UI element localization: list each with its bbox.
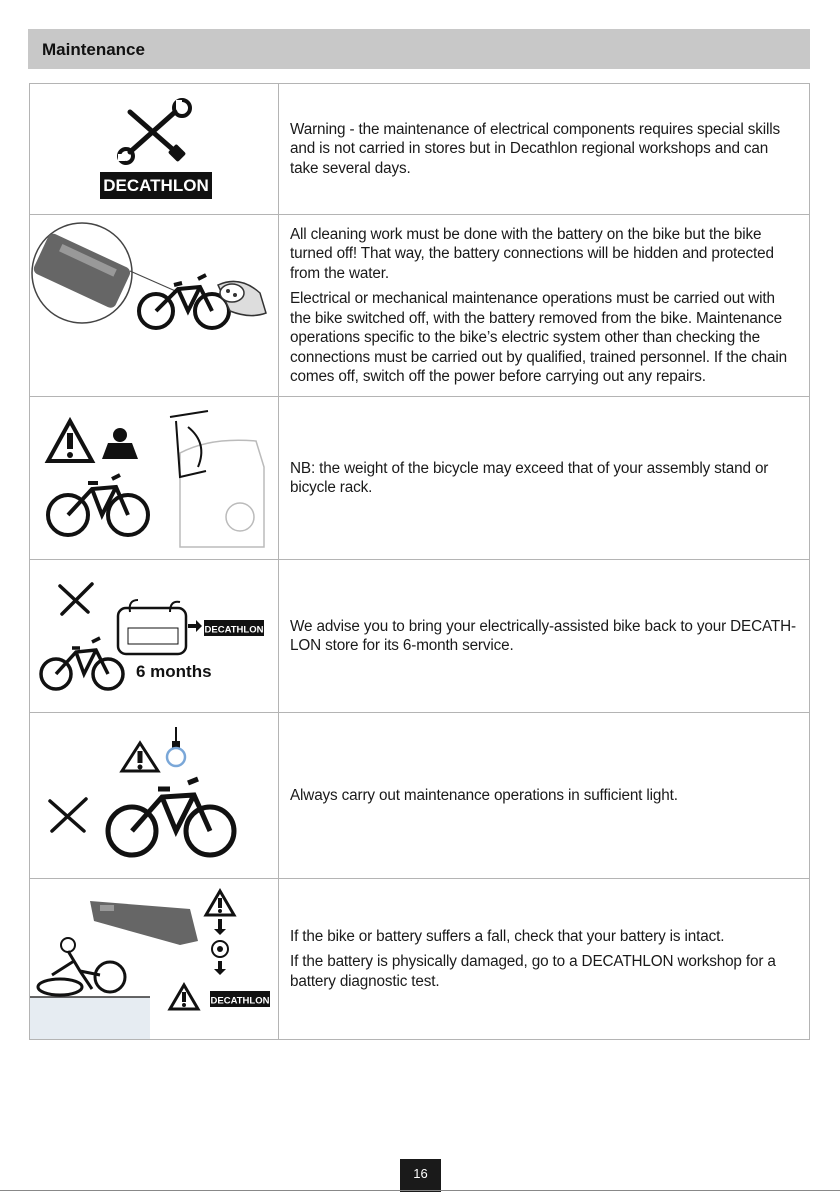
warning-icon bbox=[206, 891, 234, 935]
paragraph: NB: the weight of the bicycle may exceed that of your assembly stand or bicycle rack. bbox=[290, 459, 769, 496]
illustration-cell bbox=[30, 397, 279, 559]
paragraph: Always carry out maintenance operations in sufficient light. bbox=[290, 786, 678, 804]
bicycle-icon bbox=[41, 638, 123, 689]
paragraph: If the battery is physically damaged, go to a DECATHLON workshop for a battery diagnostic test. bbox=[290, 953, 776, 990]
paragraph: All cleaning work must be done with the battery on the bike but the bike turned off! That way, the battery connections will be hidden and protected from the water. bbox=[290, 225, 774, 282]
car-rack-icon bbox=[170, 411, 264, 547]
illustration-cell bbox=[30, 879, 279, 1039]
tools-icon bbox=[30, 84, 278, 214]
bicycle-icon bbox=[48, 475, 148, 535]
table-row bbox=[30, 84, 809, 215]
table-row bbox=[30, 215, 809, 397]
section-title: Maintenance bbox=[42, 40, 145, 59]
interval-label: 6 months bbox=[136, 662, 212, 681]
table-row bbox=[30, 397, 809, 560]
warning-icon bbox=[170, 985, 198, 1009]
bicycle-icon bbox=[108, 779, 234, 855]
table-row bbox=[30, 879, 809, 1039]
illustration-cell bbox=[30, 713, 279, 878]
arrow-icon bbox=[188, 620, 202, 632]
illustration-cell bbox=[30, 560, 279, 712]
footer-divider bbox=[0, 1190, 840, 1191]
page-number: 16 bbox=[400, 1159, 441, 1192]
light-bulb-icon bbox=[167, 727, 185, 766]
warning-icon bbox=[122, 743, 158, 771]
tools-icon bbox=[50, 799, 86, 831]
calendar-icon bbox=[118, 600, 186, 654]
paragraph: We advise you to bring your electrically-assisted bike back to your DECATH-LON store for its 6-month service. bbox=[290, 617, 796, 654]
maintenance-table bbox=[29, 83, 810, 1040]
weight-icon bbox=[102, 428, 138, 459]
text-cell bbox=[279, 713, 809, 878]
decathlon-logo: DECATHLON bbox=[210, 995, 270, 1007]
bicycle-icon bbox=[139, 275, 229, 328]
warning-icon bbox=[48, 421, 92, 461]
eye-icon bbox=[212, 941, 228, 975]
text-cell bbox=[279, 84, 809, 214]
sponge-icon bbox=[218, 281, 266, 315]
text-cell bbox=[279, 879, 809, 1039]
text-cell bbox=[279, 397, 809, 559]
illustration-cell bbox=[30, 215, 279, 396]
illustration-cell bbox=[30, 84, 279, 214]
section-header bbox=[28, 29, 810, 69]
table-row bbox=[30, 713, 809, 879]
text-cell bbox=[279, 215, 809, 396]
decathlon-logo: DECATHLON bbox=[204, 624, 264, 636]
table-row bbox=[30, 560, 809, 713]
battery-icon bbox=[90, 901, 198, 945]
text-cell bbox=[279, 560, 809, 712]
tools-icon bbox=[60, 584, 92, 614]
paragraph: Warning - the maintenance of electrical components requires special skills and is not carried in stores but in Decathlon regional workshops and can take several days. bbox=[290, 120, 780, 177]
paragraph: If the bike or battery suffers a fall, check that your battery is intact. bbox=[290, 927, 725, 945]
paragraph: Electrical or mechanical maintenance operations must be carried out with the bike switched off, with the battery removed from the bike. Maintenance operations specific to the bike’s electric system other than checking the connections must be carried out by qualified, trained personnel. If the chain comes off, switch off the power before carrying out any repairs. bbox=[290, 290, 787, 385]
decathlon-logo: DECATHLON bbox=[103, 176, 209, 195]
cyclist-fall-icon bbox=[30, 938, 150, 1039]
